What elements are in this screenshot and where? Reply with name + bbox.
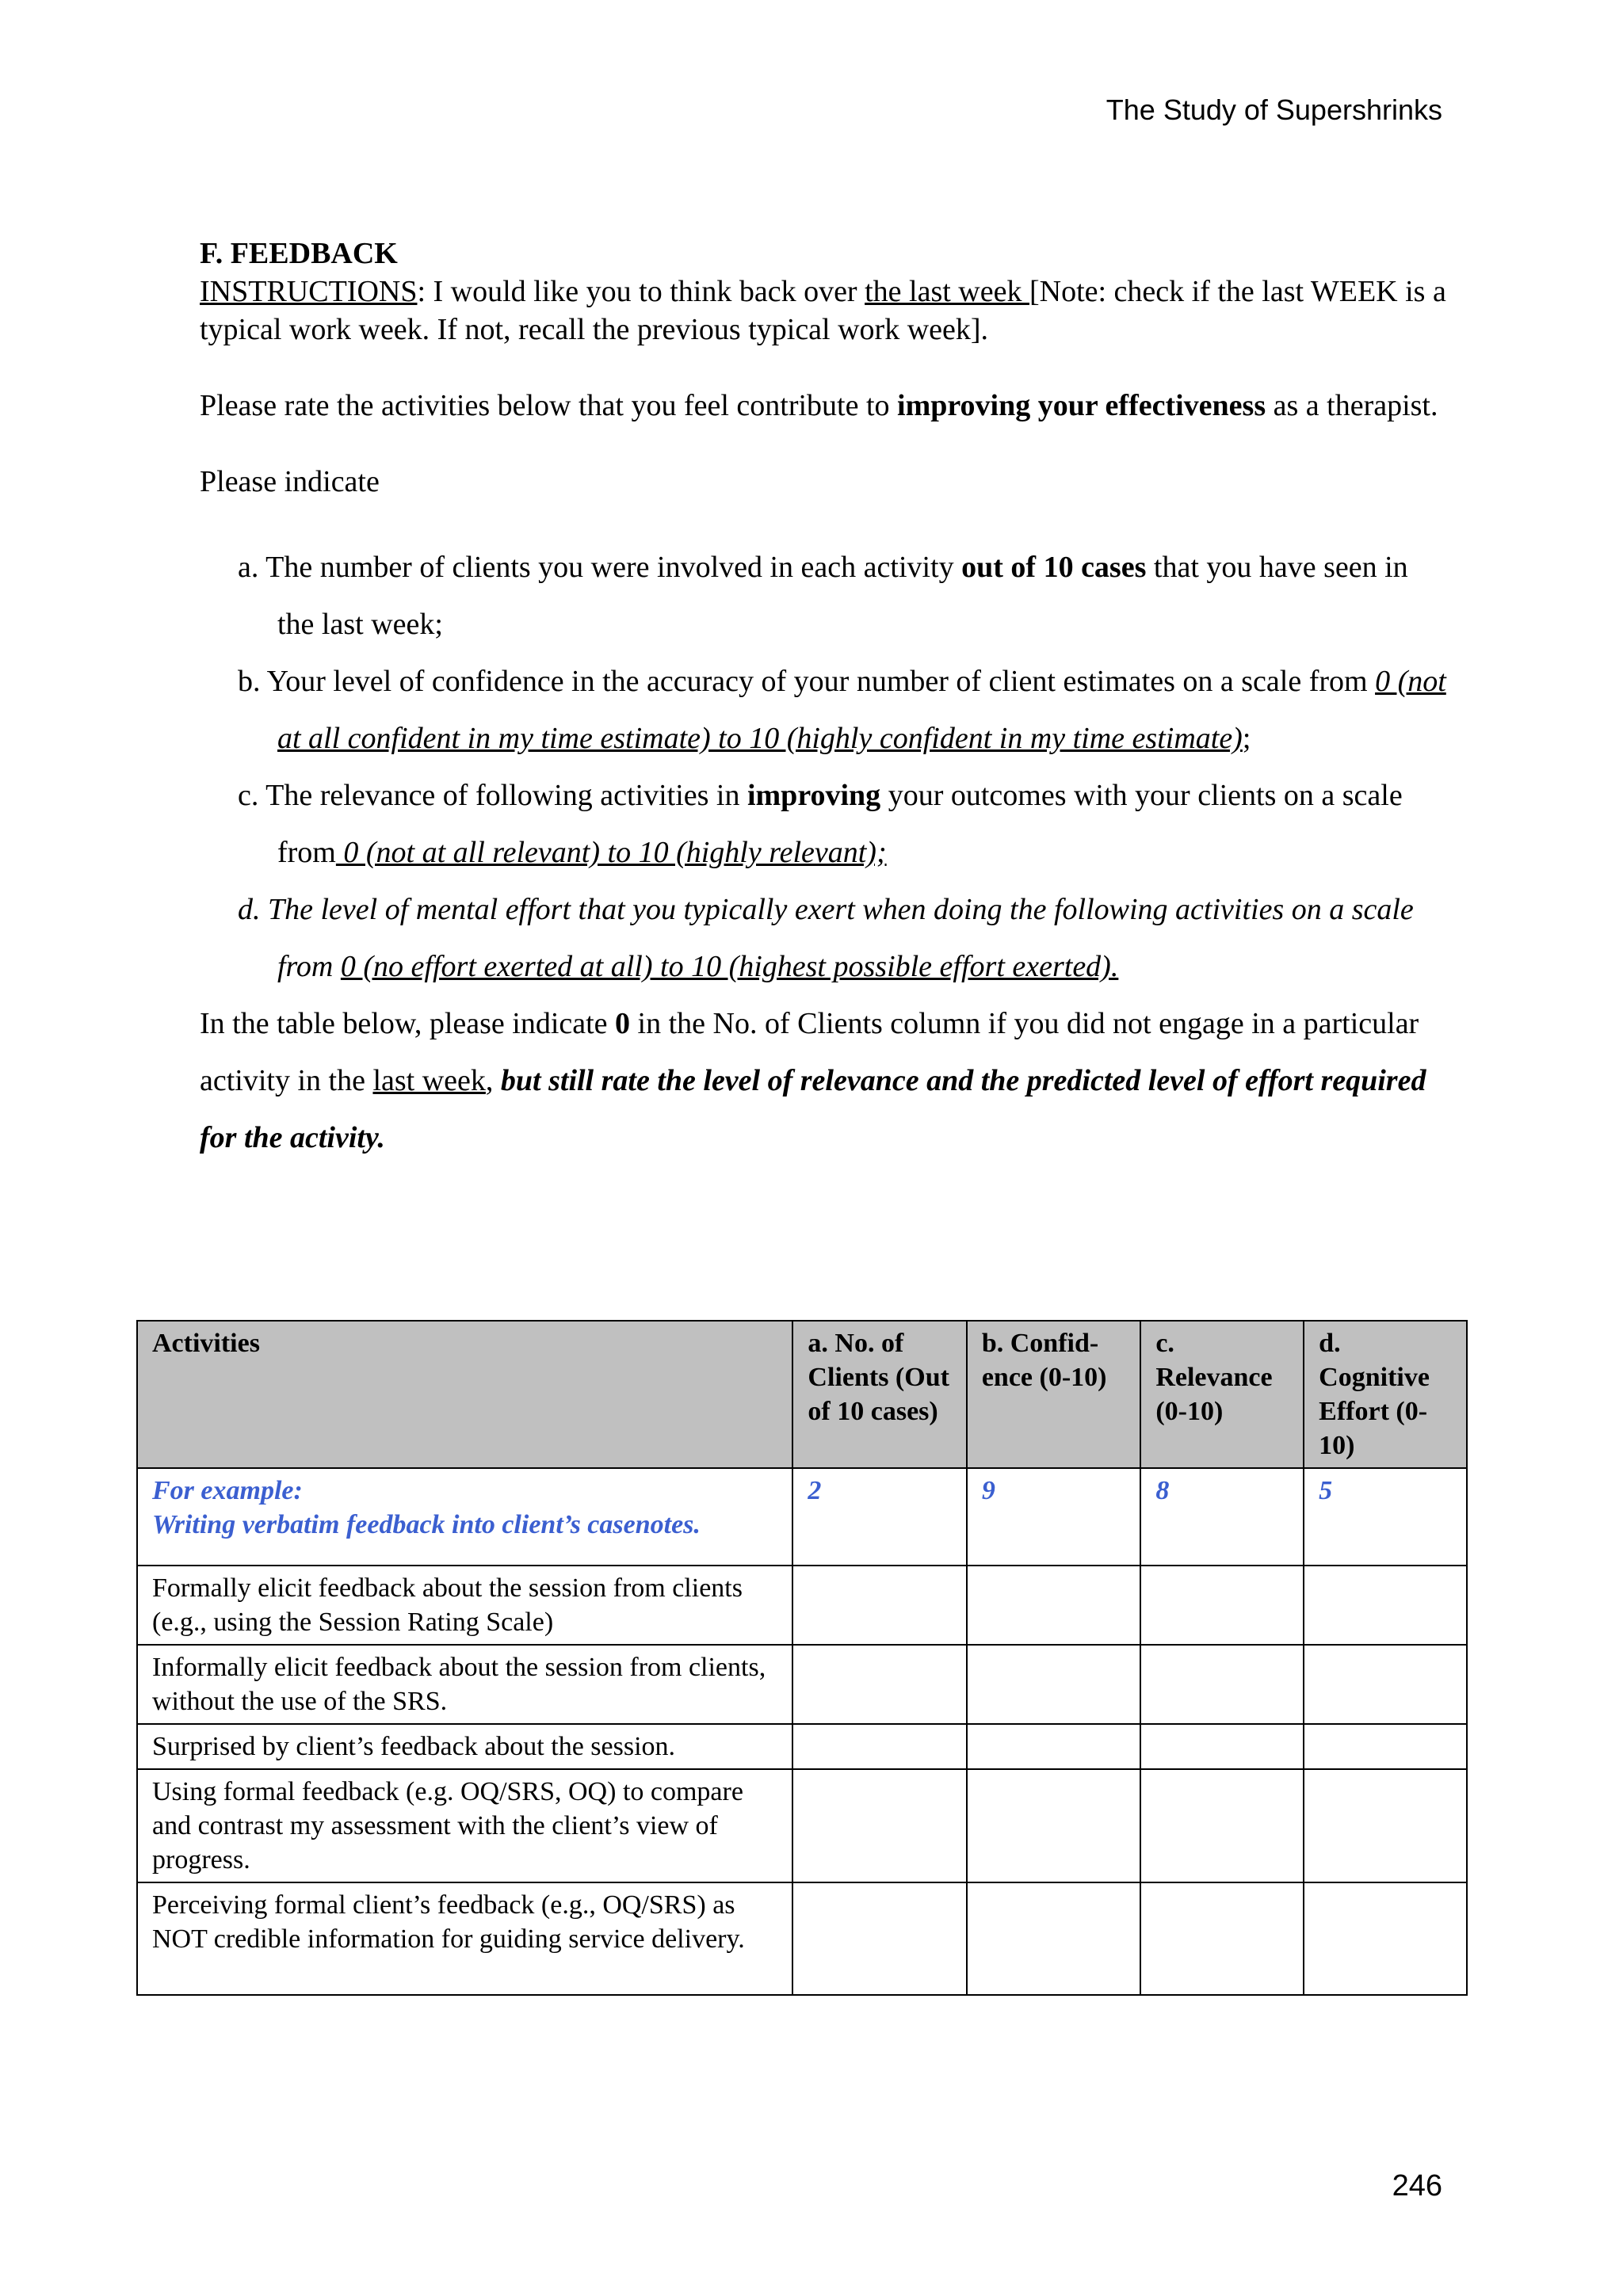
instructions-text: : I would like you to think back over — [417, 275, 865, 308]
activity-cell: Formally elicit feedback about the session from clients (e.g., using the Session Rating Scale) — [137, 1566, 792, 1645]
confidence-input-cell[interactable] — [967, 1769, 1140, 1882]
item-a-emphasis: out of 10 cases — [961, 551, 1147, 584]
table-row — [137, 1645, 1467, 1724]
running-header: The Study of Supershrinks — [1106, 93, 1442, 126]
clients-input-cell[interactable] — [792, 1566, 966, 1645]
activities-table — [136, 1320, 1468, 1996]
item-a-tail: that you have seen in the last week; — [277, 551, 1408, 641]
confidence-input-cell[interactable] — [967, 1882, 1140, 1995]
example-text: Writing verbatim feedback into client’s casenotes. — [152, 1510, 701, 1539]
effort-input-cell[interactable] — [1304, 1769, 1467, 1882]
table-row — [137, 1769, 1467, 1882]
rate-text: Please rate the activities below that you feel contribute to — [200, 389, 898, 422]
list-item-a — [238, 539, 1452, 653]
effort-input-cell[interactable] — [1304, 1724, 1467, 1769]
closing-paragraph — [200, 995, 1452, 1166]
indication-list — [200, 539, 1452, 995]
rate-emphasis: improving your effectiveness — [897, 389, 1266, 422]
header-effort: d. Cognitive Effort (0-10) — [1304, 1321, 1467, 1468]
example-row — [137, 1468, 1467, 1566]
example-effort: 5 — [1304, 1468, 1467, 1566]
header-confidence: b. Confid- ence (0-10) — [967, 1321, 1140, 1468]
zero-emphasis: 0 — [615, 1007, 631, 1040]
item-d-text: d. The level of mental effort that you typically exert when doing the following activities on a scale from — [238, 893, 1414, 983]
closing-emphasis: but still rate the level of relevance and the predicted level of effort required for the activity. — [200, 1064, 1426, 1154]
clients-input-cell[interactable] — [792, 1769, 966, 1882]
header-activities: Activities — [137, 1321, 792, 1468]
closing-last-week: last week — [372, 1064, 486, 1097]
list-item-d — [238, 881, 1452, 995]
relevance-input-cell[interactable] — [1140, 1769, 1304, 1882]
table-row — [137, 1724, 1467, 1769]
last-week-link: the last week — [865, 275, 1029, 308]
confidence-input-cell[interactable] — [967, 1566, 1140, 1645]
item-b-text: b. Your level of confidence in the accuracy of your number of client estimates on a scale from — [238, 665, 1376, 698]
item-c-mid: your outcomes with your clients on a scale from — [277, 779, 1403, 869]
closing-comma: , — [485, 1064, 494, 1097]
effort-input-cell[interactable] — [1304, 1645, 1467, 1724]
table-row — [137, 1882, 1467, 1995]
example-confidence: 9 — [967, 1468, 1140, 1566]
instructions-note: [Note: check if the last WEEK is a typical work week. If not, recall the previous typical work week]. — [200, 275, 1446, 346]
instructions-paragraph — [200, 273, 1452, 349]
activity-cell: Informally elicit feedback about the session from clients, without the use of the SRS. — [137, 1645, 792, 1724]
relevance-input-cell[interactable] — [1140, 1724, 1304, 1769]
rate-paragraph — [200, 387, 1452, 425]
relevance-input-cell[interactable] — [1140, 1882, 1304, 1995]
example-clients: 2 — [792, 1468, 966, 1566]
list-item-b — [238, 653, 1452, 767]
table-row — [137, 1566, 1467, 1645]
indicate-paragraph: Please indicate — [200, 465, 380, 498]
item-c-emphasis: improving — [747, 779, 881, 812]
item-c-text: c. The relevance of following activities in — [238, 779, 747, 812]
example-relevance: 8 — [1140, 1468, 1304, 1566]
example-activity — [137, 1468, 792, 1566]
item-c-scale: 0 (not at all relevant) to 10 (highly relevant); — [335, 836, 887, 869]
closing-text: In the table below, please indicate — [200, 1007, 616, 1040]
activity-cell: Perceiving formal client’s feedback (e.g., OQ/SRS) as NOT credible information for guiding service delivery. — [137, 1882, 792, 1995]
effort-input-cell[interactable] — [1304, 1566, 1467, 1645]
example-label: For example: — [152, 1476, 303, 1505]
clients-input-cell[interactable] — [792, 1882, 966, 1995]
confidence-input-cell[interactable] — [967, 1645, 1140, 1724]
header-clients: a. No. of Clients (Out of 10 cases) — [792, 1321, 966, 1468]
activity-cell: Using formal feedback (e.g. OQ/SRS, OQ) to compare and contrast my assessment with the client’s view of progress. — [137, 1769, 792, 1882]
item-b-scale: 0 (not at all confident in my time estimate) to 10 (highly confident in my time estimate) — [277, 665, 1446, 755]
rate-tail: as a therapist. — [1266, 389, 1438, 422]
item-d-scale: 0 (no effort exerted at all) to 10 (highest possible effort exerted). — [340, 950, 1119, 983]
item-b-tail: ; — [1242, 722, 1251, 755]
page-number: 246 — [1392, 2169, 1442, 2203]
activity-cell: Surprised by client’s feedback about the session. — [137, 1724, 792, 1769]
relevance-input-cell[interactable] — [1140, 1645, 1304, 1724]
instructions-label: INSTRUCTIONS — [200, 275, 418, 308]
section-title: F. FEEDBACK — [200, 237, 398, 270]
relevance-input-cell[interactable] — [1140, 1566, 1304, 1645]
clients-input-cell[interactable] — [792, 1724, 966, 1769]
instructions-block — [200, 235, 1452, 1166]
confidence-input-cell[interactable] — [967, 1724, 1140, 1769]
header-relevance: c. Relevance (0-10) — [1140, 1321, 1304, 1468]
effort-input-cell[interactable] — [1304, 1882, 1467, 1995]
clients-input-cell[interactable] — [792, 1645, 966, 1724]
closing-mid: in the No. of Clients column if you did not engage in a particular activity in the — [200, 1007, 1419, 1097]
item-a-text: a. The number of clients you were involved in each activity — [238, 551, 962, 584]
table-header-row — [137, 1321, 1467, 1468]
list-item-c — [238, 767, 1452, 881]
